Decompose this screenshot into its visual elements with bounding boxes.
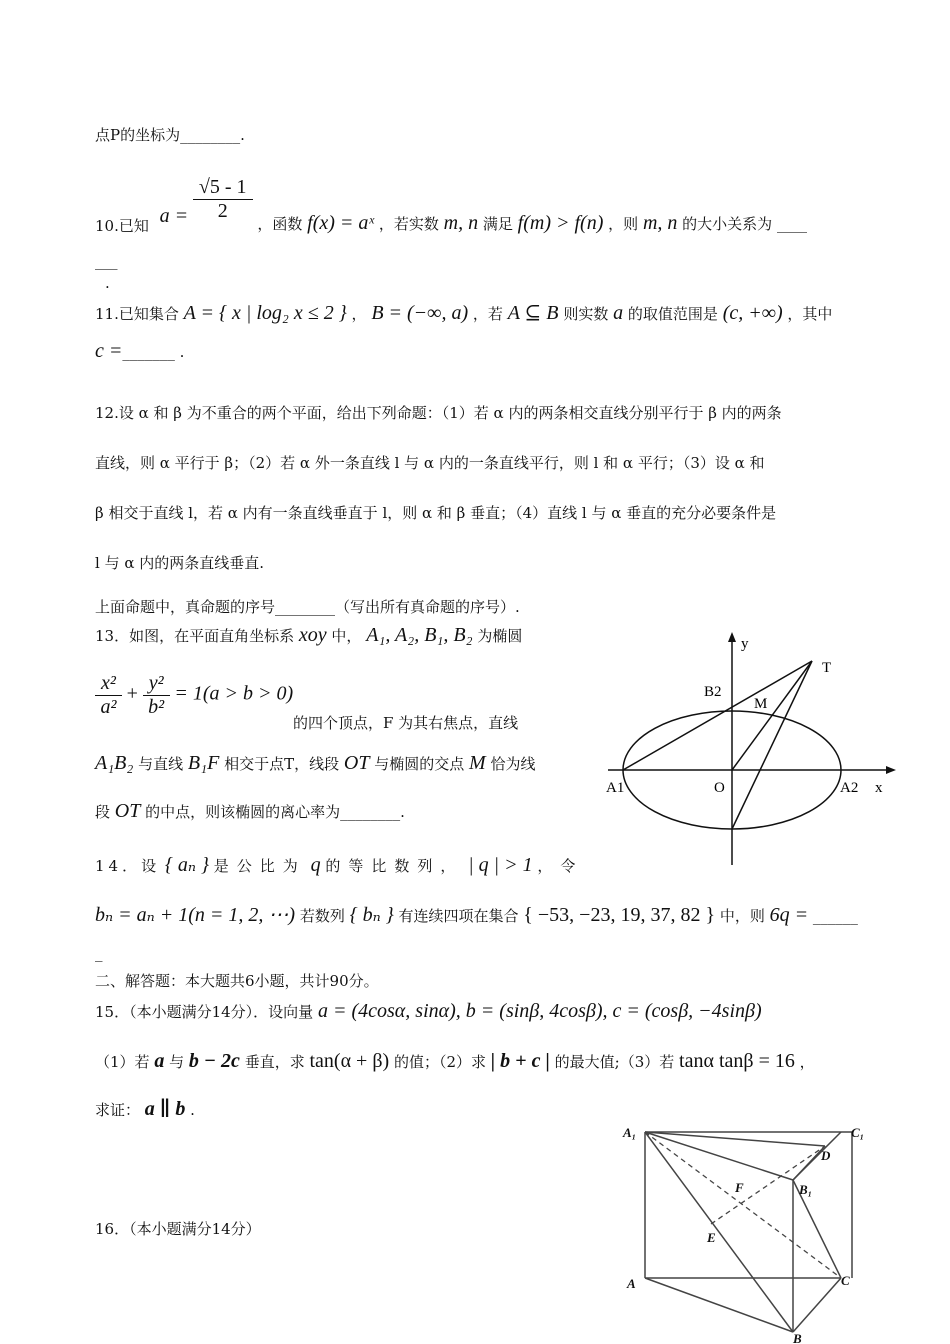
q15-text-3: 与	[169, 1053, 185, 1071]
label-x: x	[875, 780, 883, 796]
q14-text-6: 有连续四项在集合	[398, 907, 519, 925]
edge-a1-b1	[645, 1132, 793, 1180]
edge-a1-d	[645, 1132, 825, 1146]
q12-line-3: β 相交于直线 l，若 α 内有一条直线垂直于 l，则 α 和 β 垂直；（4）直线 l 与 α 垂直的充分必要条件是	[95, 504, 777, 522]
q15-parallel: a ∥ b	[144, 1098, 186, 1120]
label-t: T	[822, 660, 832, 676]
q11-a: a	[613, 302, 624, 324]
q10-mn-1: m, n	[443, 212, 479, 234]
q11-subset: A ⊆ B	[507, 302, 559, 324]
prism-figure	[615, 1120, 895, 1344]
q14-text-5: 若数列	[299, 907, 345, 925]
q10-text-4: ，则	[608, 215, 639, 233]
line-b1-t	[732, 661, 812, 829]
edge-a1-b	[645, 1132, 793, 1332]
line-a1-t	[623, 661, 812, 770]
label-b2: B2	[704, 684, 722, 700]
label-a1: A1	[606, 780, 625, 796]
q13-x-frac	[95, 672, 122, 719]
label-b1-prism: B₁	[799, 1182, 813, 1197]
q13-a2: a²	[100, 696, 117, 718]
label-y: y	[741, 636, 749, 652]
q10-wrap-2: .	[105, 274, 110, 292]
question-10	[95, 176, 807, 235]
q15-text-2: （1）若	[95, 1053, 150, 1071]
label-o: O	[714, 780, 725, 796]
q13-x2: x²	[95, 672, 122, 696]
q11-text-2: ，若	[472, 305, 503, 323]
q10-frac-den: 2	[217, 200, 228, 222]
q12-line-2: 直线，则 α 平行于 β；（2）若 α 外一条直线 l 与 α 内的一条直线平行，则 l 和 α 平行；（3）设 α 和	[95, 454, 765, 472]
q13-text-1: 13．如图，在平面直角坐标系	[95, 627, 295, 645]
q11-range: (c, +∞)	[722, 302, 783, 324]
q13-b1f: B₁F	[187, 752, 220, 774]
q11-line-2	[95, 340, 184, 363]
section-2-heading: 二、解答题：本大题共6小题，共计90分。	[95, 972, 379, 990]
q14-bn: bₙ = aₙ + 1(n = 1, 2, ⋯)	[95, 904, 296, 926]
q15-text-6: 的最大值;（3）若	[554, 1053, 675, 1071]
q14-text-3: 的等比数列，	[325, 857, 464, 875]
q14-wrap: _	[95, 944, 103, 962]
label-b-prism: B	[793, 1331, 802, 1344]
y-axis-arrow	[728, 632, 736, 642]
q15-text-4: 垂直，求	[244, 1053, 305, 1071]
q10-function: f(x) = aˣ	[307, 212, 375, 234]
ellipse-figure	[600, 630, 900, 870]
q13-points: A₁, A₂, B₁, B₂	[366, 624, 473, 646]
q15-a: a	[154, 1050, 165, 1072]
q15-tantan: tanα tanβ = 16	[679, 1050, 795, 1072]
q10-wrap-1: ___	[95, 252, 118, 270]
q13-text-2: 中，	[331, 627, 362, 645]
q12-line-1: 12.设 α 和 β 为不重合的两个平面，给出下列命题：（1）若 α 内的两条相交直线分别平行于 β 内的两条	[95, 404, 782, 422]
q14-q: q	[310, 854, 321, 876]
q11-text-5: ，其中	[787, 305, 833, 323]
q15-text-9: .	[190, 1101, 195, 1119]
q14-abs-q: | q | > 1	[468, 854, 533, 876]
edge-b-c	[793, 1278, 841, 1332]
q13-m: M	[469, 752, 486, 774]
q11-set-a: A = { x | log₂ x ≤ 2 }	[183, 302, 347, 324]
q13-text-5: 相交于点T，线段	[224, 755, 340, 773]
label-d-prism: D	[821, 1148, 831, 1163]
q11-text-3: 则实数	[563, 305, 609, 323]
q13-line-2: 的四个顶点，F 为其右焦点，直线	[293, 714, 519, 732]
q14-6q: 6q =	[769, 904, 809, 926]
q15-text-5: 的值；（2）求	[393, 1053, 486, 1071]
label-a-prism: A	[627, 1276, 636, 1291]
q14-set: { −53, −23, 19, 37, 82 }	[523, 904, 716, 926]
q11-text-6: _______ .	[122, 343, 185, 361]
label-c-prism: C	[841, 1273, 850, 1288]
q13-b2: b²	[148, 696, 165, 718]
q13-text-6: 与椭圆的交点	[374, 755, 465, 773]
q13-text-4: 与直线	[138, 755, 184, 773]
q16-heading: 16．（本小题满分14分）	[95, 1220, 261, 1238]
q14-line-1	[95, 852, 583, 877]
q11-number: 11.已知集合	[95, 305, 179, 323]
q11-text-4: 的取值范围是	[627, 305, 718, 323]
q13-ot: OT	[343, 752, 370, 774]
label-a1-prism: A₁	[623, 1125, 637, 1140]
q13-line-4	[95, 800, 405, 823]
q13-ellipse-equation: $\frac{\text{x²}}{\text{a²}}$ + $\frac{\text{y²}}{\text{b²}}$ = 1(a > b > 0)	[95, 672, 293, 719]
q13-text-3: 为椭圆	[477, 627, 523, 645]
q15-tan: tan(α + β)	[309, 1050, 390, 1072]
q13-y-frac	[143, 672, 170, 719]
q14-bn-set: { bₙ }	[349, 904, 394, 926]
q13-y2: y²	[143, 672, 170, 696]
q10-text-3: 满足	[482, 215, 513, 233]
edge-a-b	[645, 1278, 793, 1332]
q13-eq-rest: = 1(a > b > 0)	[174, 682, 294, 705]
q10-number: 10.已知	[95, 217, 149, 235]
q10-text-2: ，若实数	[378, 215, 439, 233]
label-e-prism: E	[707, 1230, 716, 1245]
q11-c-eq: c =	[95, 340, 123, 362]
q13-line-1	[95, 624, 522, 647]
q11-text-1: ，	[351, 305, 367, 323]
q10-inequality: f(m) > f(n)	[517, 212, 604, 234]
q14-text-1: 14．设	[95, 857, 161, 875]
q14-line-2	[95, 902, 858, 927]
q10-text-5: 的大小关系为 ____	[682, 215, 807, 233]
question-11	[95, 300, 832, 325]
q10-a-expr: a =	[159, 204, 189, 227]
q15-line-3	[95, 1096, 195, 1121]
q13-text-8: 段	[95, 803, 111, 821]
q14-blank: ______	[812, 907, 858, 925]
q15-line-2	[95, 1050, 815, 1073]
dashed-a1-c	[645, 1132, 841, 1278]
q9-tail: 点P的坐标为________.	[95, 126, 245, 144]
label-a2: A2	[840, 780, 859, 796]
q15-b-2c: b − 2c	[188, 1050, 240, 1072]
q10-mn-2: m, n	[642, 212, 678, 234]
q13-text-9: 的中点，则该椭圆的离心率为________.	[145, 803, 405, 821]
q10-fraction	[193, 176, 253, 223]
label-c1-prism: C₁	[851, 1125, 865, 1140]
q14-text-7: 中，则	[719, 907, 765, 925]
q14-text-2: 是公比为	[213, 857, 306, 875]
q15-abs-bc: | b + c |	[490, 1050, 550, 1072]
q13-text-7: 恰为线	[490, 755, 536, 773]
q14-text-4: ，令	[537, 857, 584, 875]
q13-ot-2: OT	[114, 800, 141, 822]
label-f-prism: F	[735, 1180, 744, 1195]
q10-a-value	[159, 176, 253, 227]
q13-xoy: xoy	[298, 624, 327, 646]
q13-a1b2: A₁B₂	[95, 752, 134, 774]
q12-line-5: 上面命题中，真命题的序号________（写出所有真命题的序号）.	[95, 598, 520, 616]
q15-text-8: 求证：	[95, 1101, 141, 1119]
q13-line-3	[95, 752, 536, 775]
q15-text-1: 15．（本小题满分14分）．设向量	[95, 1003, 314, 1021]
q10-text-1: ，函数	[257, 215, 303, 233]
x-axis-arrow	[886, 766, 896, 774]
q15-line-1	[95, 1000, 762, 1023]
q15-text-7: ，	[799, 1053, 815, 1071]
label-m: M	[754, 696, 768, 712]
q14-an: { aₙ }	[164, 854, 209, 876]
q15-vectors: a = (4cosα, sinα), b = (sinβ, 4cosβ), c = (cosβ, −4sinβ)	[317, 1000, 762, 1022]
q12-line-4: l 与 α 内的两条直线垂直.	[95, 554, 264, 572]
q11-set-b: B = (−∞, a)	[371, 302, 469, 324]
q10-frac-num: √5 - 1	[193, 176, 253, 200]
line-o-t	[732, 661, 812, 770]
